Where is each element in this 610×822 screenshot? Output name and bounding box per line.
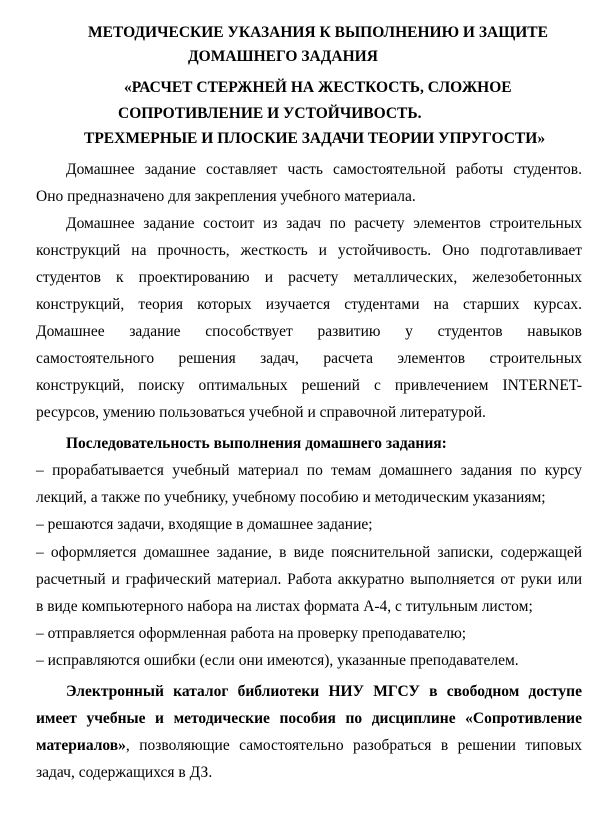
- list-line-4: – оформляется домашнее задание, в виде пояснительной записки, содержащей: [36, 544, 582, 561]
- list-line-7: – отправляется оформленная работа на проверку преподавателю;: [36, 625, 467, 642]
- final-line-3: [36, 735, 582, 757]
- paragraph-2-line-5: Домашнее задание способствует развитию у студентов навыков: [36, 323, 582, 340]
- paragraph-1-line-1: Домашнее задание составляет часть самостоятельной работы студентов.: [66, 161, 582, 178]
- title-line-2: ДОМАШНЕГО ЗАДАНИЯ: [188, 48, 378, 65]
- paragraph-2-line-2: конструкций на прочность, жесткость и устойчивость. Оно подготавливает: [36, 242, 582, 259]
- final-line-1: Электронный каталог библиотеки НИУ МГСУ в свободном доступе: [66, 683, 582, 700]
- final-line-4: задач, содержащихся в ДЗ.: [36, 764, 213, 781]
- final-line-3-rest: , позволяющие самостоятельно разобраться в решении типовых: [125, 737, 582, 754]
- list-line-5: расчетный и графический материал. Работа аккуратно выполняется от руки или: [36, 571, 582, 588]
- list-line-6: в виде компьютерного набора на листах формата А-4, с титульным листом;: [36, 598, 533, 615]
- sequence-heading: Последовательность выполнения домашнего задания:: [66, 435, 447, 452]
- list-line-8: – исправляются ошибки (если они имеются), указанные преподавателем.: [36, 652, 519, 669]
- title-line-4: СОПРОТИВЛЕНИЕ И УСТОЙЧИВОСТЬ.: [118, 105, 422, 122]
- paragraph-2-line-4: конструкций, теория которых изучается студентами на старших курсах.: [36, 296, 582, 313]
- paragraph-1-line-2: Оно предназначено для закрепления учебного материала.: [36, 188, 416, 205]
- list-line-3: – решаются задачи, входящие в домашнее задание;: [36, 516, 373, 533]
- paragraph-2-line-6: самостоятельного решения задач, расчета элементов строительных: [36, 350, 582, 367]
- final-line-3-bold: материалов»: [36, 737, 126, 754]
- paragraph-2-line-3: студентов к проектированию и расчету металлических, железобетонных: [36, 269, 582, 286]
- list-line-1: – прорабатывается учебный материал по темам домашнего задания по курсу: [36, 462, 582, 479]
- paragraph-2-line-7: конструкций, поиску оптимальных решений с привлечением INTERNET-: [36, 377, 582, 394]
- title-line-1: МЕТОДИЧЕСКИЕ УКАЗАНИЯ К ВЫПОЛНЕНИЮ И ЗАЩИТЕ: [88, 24, 548, 41]
- list-line-2: лекций, а также по учебнику, учебному пособию и методическим указаниям;: [36, 489, 546, 506]
- paragraph-2-line-8: ресурсов, умению пользоваться учебной и справочной литературой.: [36, 404, 486, 421]
- title-line-3: «РАСЧЕТ СТЕРЖНЕЙ НА ЖЕСТКОСТЬ, СЛОЖНОЕ: [124, 79, 512, 96]
- paragraph-2-line-1: Домашнее задание состоит из задач по расчету элементов строительных: [66, 215, 582, 232]
- title-line-5: ТРЕХМЕРНЫЕ И ПЛОСКИЕ ЗАДАЧИ ТЕОРИИ УПРУГОСТИ»: [84, 130, 546, 147]
- final-line-2: имеет учебные и методические пособия по дисциплине «Сопротивление: [36, 710, 582, 727]
